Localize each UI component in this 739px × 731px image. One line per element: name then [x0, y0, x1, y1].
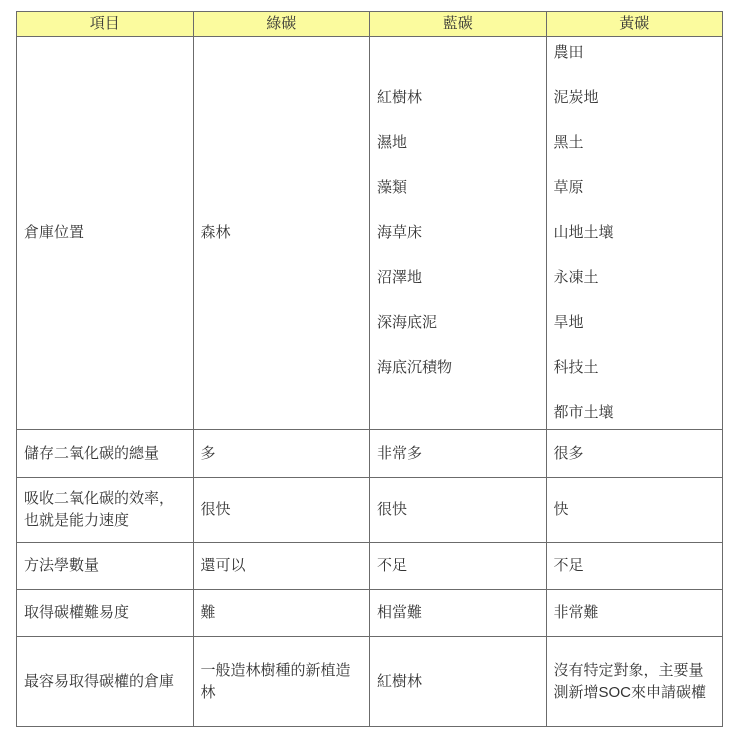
table-row-methodology-count — [17, 543, 723, 590]
table-row-storage-amount — [17, 430, 723, 478]
cell-green — [193, 37, 370, 430]
list-item: 科技土 — [553, 359, 599, 376]
cell-yellow: 沒有特定對象，主要量測新增SOC來申請碳權 — [546, 637, 723, 727]
header-row — [17, 12, 723, 37]
row-label: 最容易取得碳權的倉庫 — [17, 637, 194, 727]
green-location-list — [201, 222, 362, 244]
yellow-location-list — [554, 42, 715, 424]
list-item: 都市土壤 — [553, 404, 614, 421]
list-item: 藻類 — [377, 179, 408, 196]
list-item: 深海底泥 — [377, 314, 438, 331]
cell-green: 多 — [193, 430, 370, 478]
list-item: 沼澤地 — [377, 269, 423, 286]
row-label: 儲存二氧化碳的總量 — [17, 430, 194, 478]
table-row-absorption-efficiency — [17, 478, 723, 543]
cell-blue: 紅樹林 — [370, 637, 547, 727]
blue-location-list — [377, 87, 538, 379]
cell-green: 難 — [193, 590, 370, 637]
cell-blue: 很快 — [370, 478, 547, 543]
header-green-carbon: 綠碳 — [193, 12, 370, 37]
list-item: 紅樹林 — [377, 89, 423, 106]
header-yellow-carbon: 黃碳 — [546, 12, 723, 37]
cell-green: 一般造林樹種的新植造林 — [193, 637, 370, 727]
header-blue-carbon: 藍碳 — [370, 12, 547, 37]
cell-yellow: 不足 — [546, 543, 723, 590]
cell-blue: 相當難 — [370, 590, 547, 637]
list-item: 農田 — [553, 44, 584, 61]
table-row-credit-difficulty — [17, 590, 723, 637]
list-item: 山地土壤 — [553, 224, 614, 241]
cell-green: 還可以 — [193, 543, 370, 590]
cell-blue — [370, 37, 547, 430]
cell-yellow: 非常難 — [546, 590, 723, 637]
list-item: 海草床 — [377, 224, 423, 241]
cell-green: 很快 — [193, 478, 370, 543]
cell-yellow: 快 — [546, 478, 723, 543]
list-item: 草原 — [553, 179, 584, 196]
header-item: 項目 — [17, 12, 194, 37]
table-row-location — [17, 37, 723, 430]
cell-yellow: 很多 — [546, 430, 723, 478]
row-label: 倉庫位置 — [17, 37, 194, 430]
cell-yellow — [546, 37, 723, 430]
list-item: 泥炭地 — [553, 89, 599, 106]
cell-blue: 不足 — [370, 543, 547, 590]
row-label: 取得碳權難易度 — [17, 590, 194, 637]
table-row-easiest-credit-source — [17, 637, 723, 727]
list-item: 海底沉積物 — [377, 359, 453, 376]
list-item: 濕地 — [377, 134, 408, 151]
list-item: 森林 — [200, 224, 231, 241]
list-item: 黑土 — [553, 134, 584, 151]
row-label: 吸收二氧化碳的效率，也就是能力速度 — [17, 478, 194, 543]
carbon-comparison-table — [16, 11, 723, 727]
list-item: 永凍土 — [553, 269, 599, 286]
row-label: 方法學數量 — [17, 543, 194, 590]
cell-blue: 非常多 — [370, 430, 547, 478]
list-item: 旱地 — [553, 314, 584, 331]
